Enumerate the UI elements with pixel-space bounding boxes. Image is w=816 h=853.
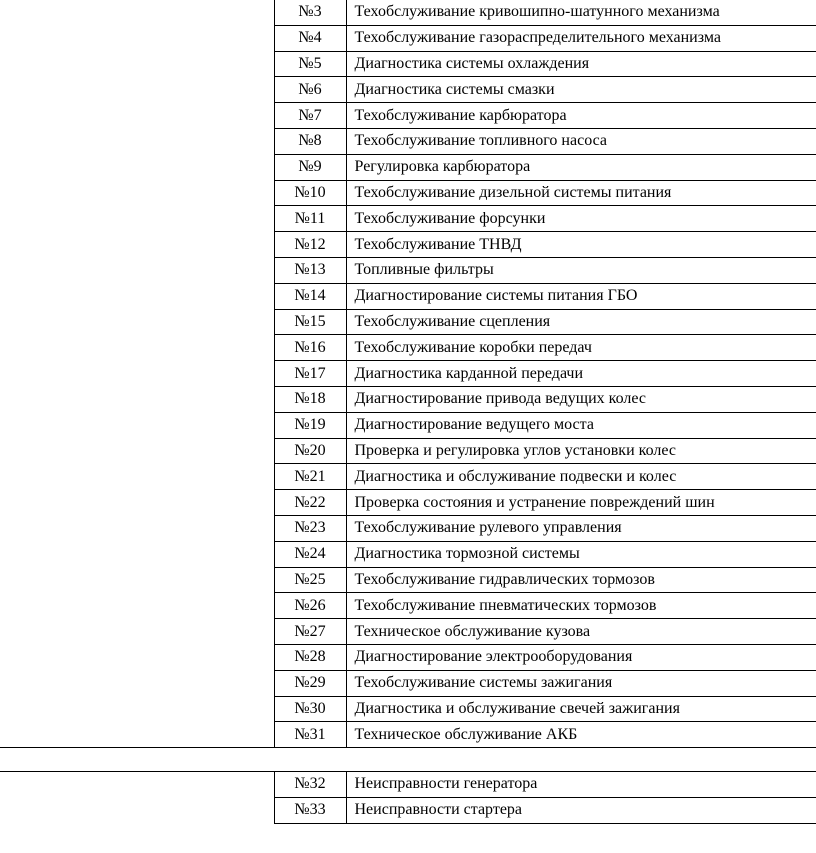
blank-cell <box>0 309 274 335</box>
row-number: №31 <box>274 722 346 748</box>
blank-cell <box>0 722 274 748</box>
row-number: №29 <box>274 670 346 696</box>
row-title: Техобслуживание карбюратора <box>346 103 816 129</box>
row-number: №10 <box>274 180 346 206</box>
blank-cell <box>0 128 274 154</box>
row-number: №5 <box>274 51 346 77</box>
row-title: Диагностика и обслуживание подвески и колес <box>346 464 816 490</box>
blank-cell <box>0 412 274 438</box>
blank-cell <box>0 386 274 412</box>
row-number: №21 <box>274 464 346 490</box>
row-number: №26 <box>274 593 346 619</box>
row-title: Проверка и регулировка углов установки колес <box>346 438 816 464</box>
table-row <box>0 567 816 593</box>
table-row <box>0 309 816 335</box>
table-row <box>0 772 816 798</box>
row-title: Техобслуживание сцепления <box>346 309 816 335</box>
table-row <box>0 412 816 438</box>
row-title: Диагностирование системы питания ГБО <box>346 283 816 309</box>
row-number: №6 <box>274 77 346 103</box>
row-number: №22 <box>274 490 346 516</box>
row-number: №8 <box>274 128 346 154</box>
row-title: Техобслуживание форсунки <box>346 206 816 232</box>
table-row <box>0 103 816 129</box>
blank-cell <box>0 0 274 25</box>
row-title: Диагностирование привода ведущих колес <box>346 386 816 412</box>
blank-cell <box>0 619 274 645</box>
row-title: Техническое обслуживание кузова <box>346 619 816 645</box>
table-row <box>0 232 816 258</box>
row-number: №14 <box>274 283 346 309</box>
blank-cell <box>0 515 274 541</box>
table-row <box>0 128 816 154</box>
table-row <box>0 696 816 722</box>
row-number: №11 <box>274 206 346 232</box>
row-title: Проверка состояния и устранение повреждений шин <box>346 490 816 516</box>
row-number: №12 <box>274 232 346 258</box>
table-row <box>0 670 816 696</box>
blank-cell <box>0 490 274 516</box>
row-title: Техническое обслуживание АКБ <box>346 722 816 748</box>
blank-cell <box>0 567 274 593</box>
row-number: №4 <box>274 25 346 51</box>
blank-cell <box>0 541 274 567</box>
row-number: №18 <box>274 386 346 412</box>
row-number: №27 <box>274 619 346 645</box>
additional-works-table <box>0 771 816 824</box>
row-title: Техобслуживание ТНВД <box>346 232 816 258</box>
row-number: №20 <box>274 438 346 464</box>
row-number: №25 <box>274 567 346 593</box>
blank-cell <box>0 206 274 232</box>
row-title: Топливные фильтры <box>346 257 816 283</box>
blank-cell <box>0 77 274 103</box>
table-row <box>0 25 816 51</box>
row-title: Техобслуживание гидравлических тормозов <box>346 567 816 593</box>
table-row <box>0 797 816 823</box>
table-row <box>0 386 816 412</box>
row-title: Диагностика и обслуживание свечей зажигания <box>346 696 816 722</box>
table-row <box>0 180 816 206</box>
table-row <box>0 361 816 387</box>
table-row <box>0 464 816 490</box>
blank-cell <box>0 257 274 283</box>
row-title: Техобслуживание газораспределительного механизма <box>346 25 816 51</box>
row-title: Техобслуживание коробки передач <box>346 335 816 361</box>
blank-cell <box>0 180 274 206</box>
blank-cell <box>0 283 274 309</box>
row-title: Техобслуживание топливного насоса <box>346 128 816 154</box>
row-number: №23 <box>274 515 346 541</box>
row-number: №7 <box>274 103 346 129</box>
row-title: Диагностика карданной передачи <box>346 361 816 387</box>
table-row <box>0 593 816 619</box>
row-title: Неисправности стартера <box>346 797 816 823</box>
table-row <box>0 257 816 283</box>
blank-cell <box>0 772 274 798</box>
row-number: №30 <box>274 696 346 722</box>
table-row <box>0 51 816 77</box>
table-row <box>0 490 816 516</box>
table-row <box>0 206 816 232</box>
blank-cell <box>0 154 274 180</box>
table-row <box>0 283 816 309</box>
table-row <box>0 438 816 464</box>
table-row <box>0 335 816 361</box>
row-number: №13 <box>274 257 346 283</box>
blank-cell <box>0 670 274 696</box>
additional-works-table-body <box>0 772 816 824</box>
row-number: №16 <box>274 335 346 361</box>
row-title: Техобслуживание кривошипно-шатунного механизма <box>346 0 816 25</box>
row-number: №32 <box>274 772 346 798</box>
row-title: Регулировка карбюратора <box>346 154 816 180</box>
row-title: Техобслуживание пневматических тормозов <box>346 593 816 619</box>
blank-cell <box>0 335 274 361</box>
table-row <box>0 0 816 25</box>
blank-cell <box>0 103 274 129</box>
row-number: №9 <box>274 154 346 180</box>
blank-cell <box>0 361 274 387</box>
row-number: №15 <box>274 309 346 335</box>
row-title: Техобслуживание рулевого управления <box>346 515 816 541</box>
row-title: Диагностика системы охлаждения <box>346 51 816 77</box>
table-row <box>0 77 816 103</box>
row-title: Диагностика тормозной системы <box>346 541 816 567</box>
table-row <box>0 541 816 567</box>
table-row <box>0 154 816 180</box>
row-number: №28 <box>274 644 346 670</box>
blank-cell <box>0 464 274 490</box>
row-number: №3 <box>274 0 346 25</box>
blank-cell <box>0 232 274 258</box>
row-title: Диагностирование ведущего моста <box>346 412 816 438</box>
blank-cell <box>0 696 274 722</box>
row-title: Диагностирование электрооборудования <box>346 644 816 670</box>
blank-cell <box>0 25 274 51</box>
row-number: №19 <box>274 412 346 438</box>
row-title: Неисправности генератора <box>346 772 816 798</box>
blank-cell <box>0 797 274 823</box>
row-number: №17 <box>274 361 346 387</box>
table-row <box>0 722 816 748</box>
row-title: Техобслуживание системы зажигания <box>346 670 816 696</box>
blank-cell <box>0 438 274 464</box>
row-title: Диагностика системы смазки <box>346 77 816 103</box>
table-row <box>0 644 816 670</box>
row-title: Техобслуживание дизельной системы питания <box>346 180 816 206</box>
row-number: №24 <box>274 541 346 567</box>
blank-cell <box>0 51 274 77</box>
table-row <box>0 515 816 541</box>
row-number: №33 <box>274 797 346 823</box>
table-row <box>0 619 816 645</box>
blank-cell <box>0 593 274 619</box>
blank-cell <box>0 644 274 670</box>
